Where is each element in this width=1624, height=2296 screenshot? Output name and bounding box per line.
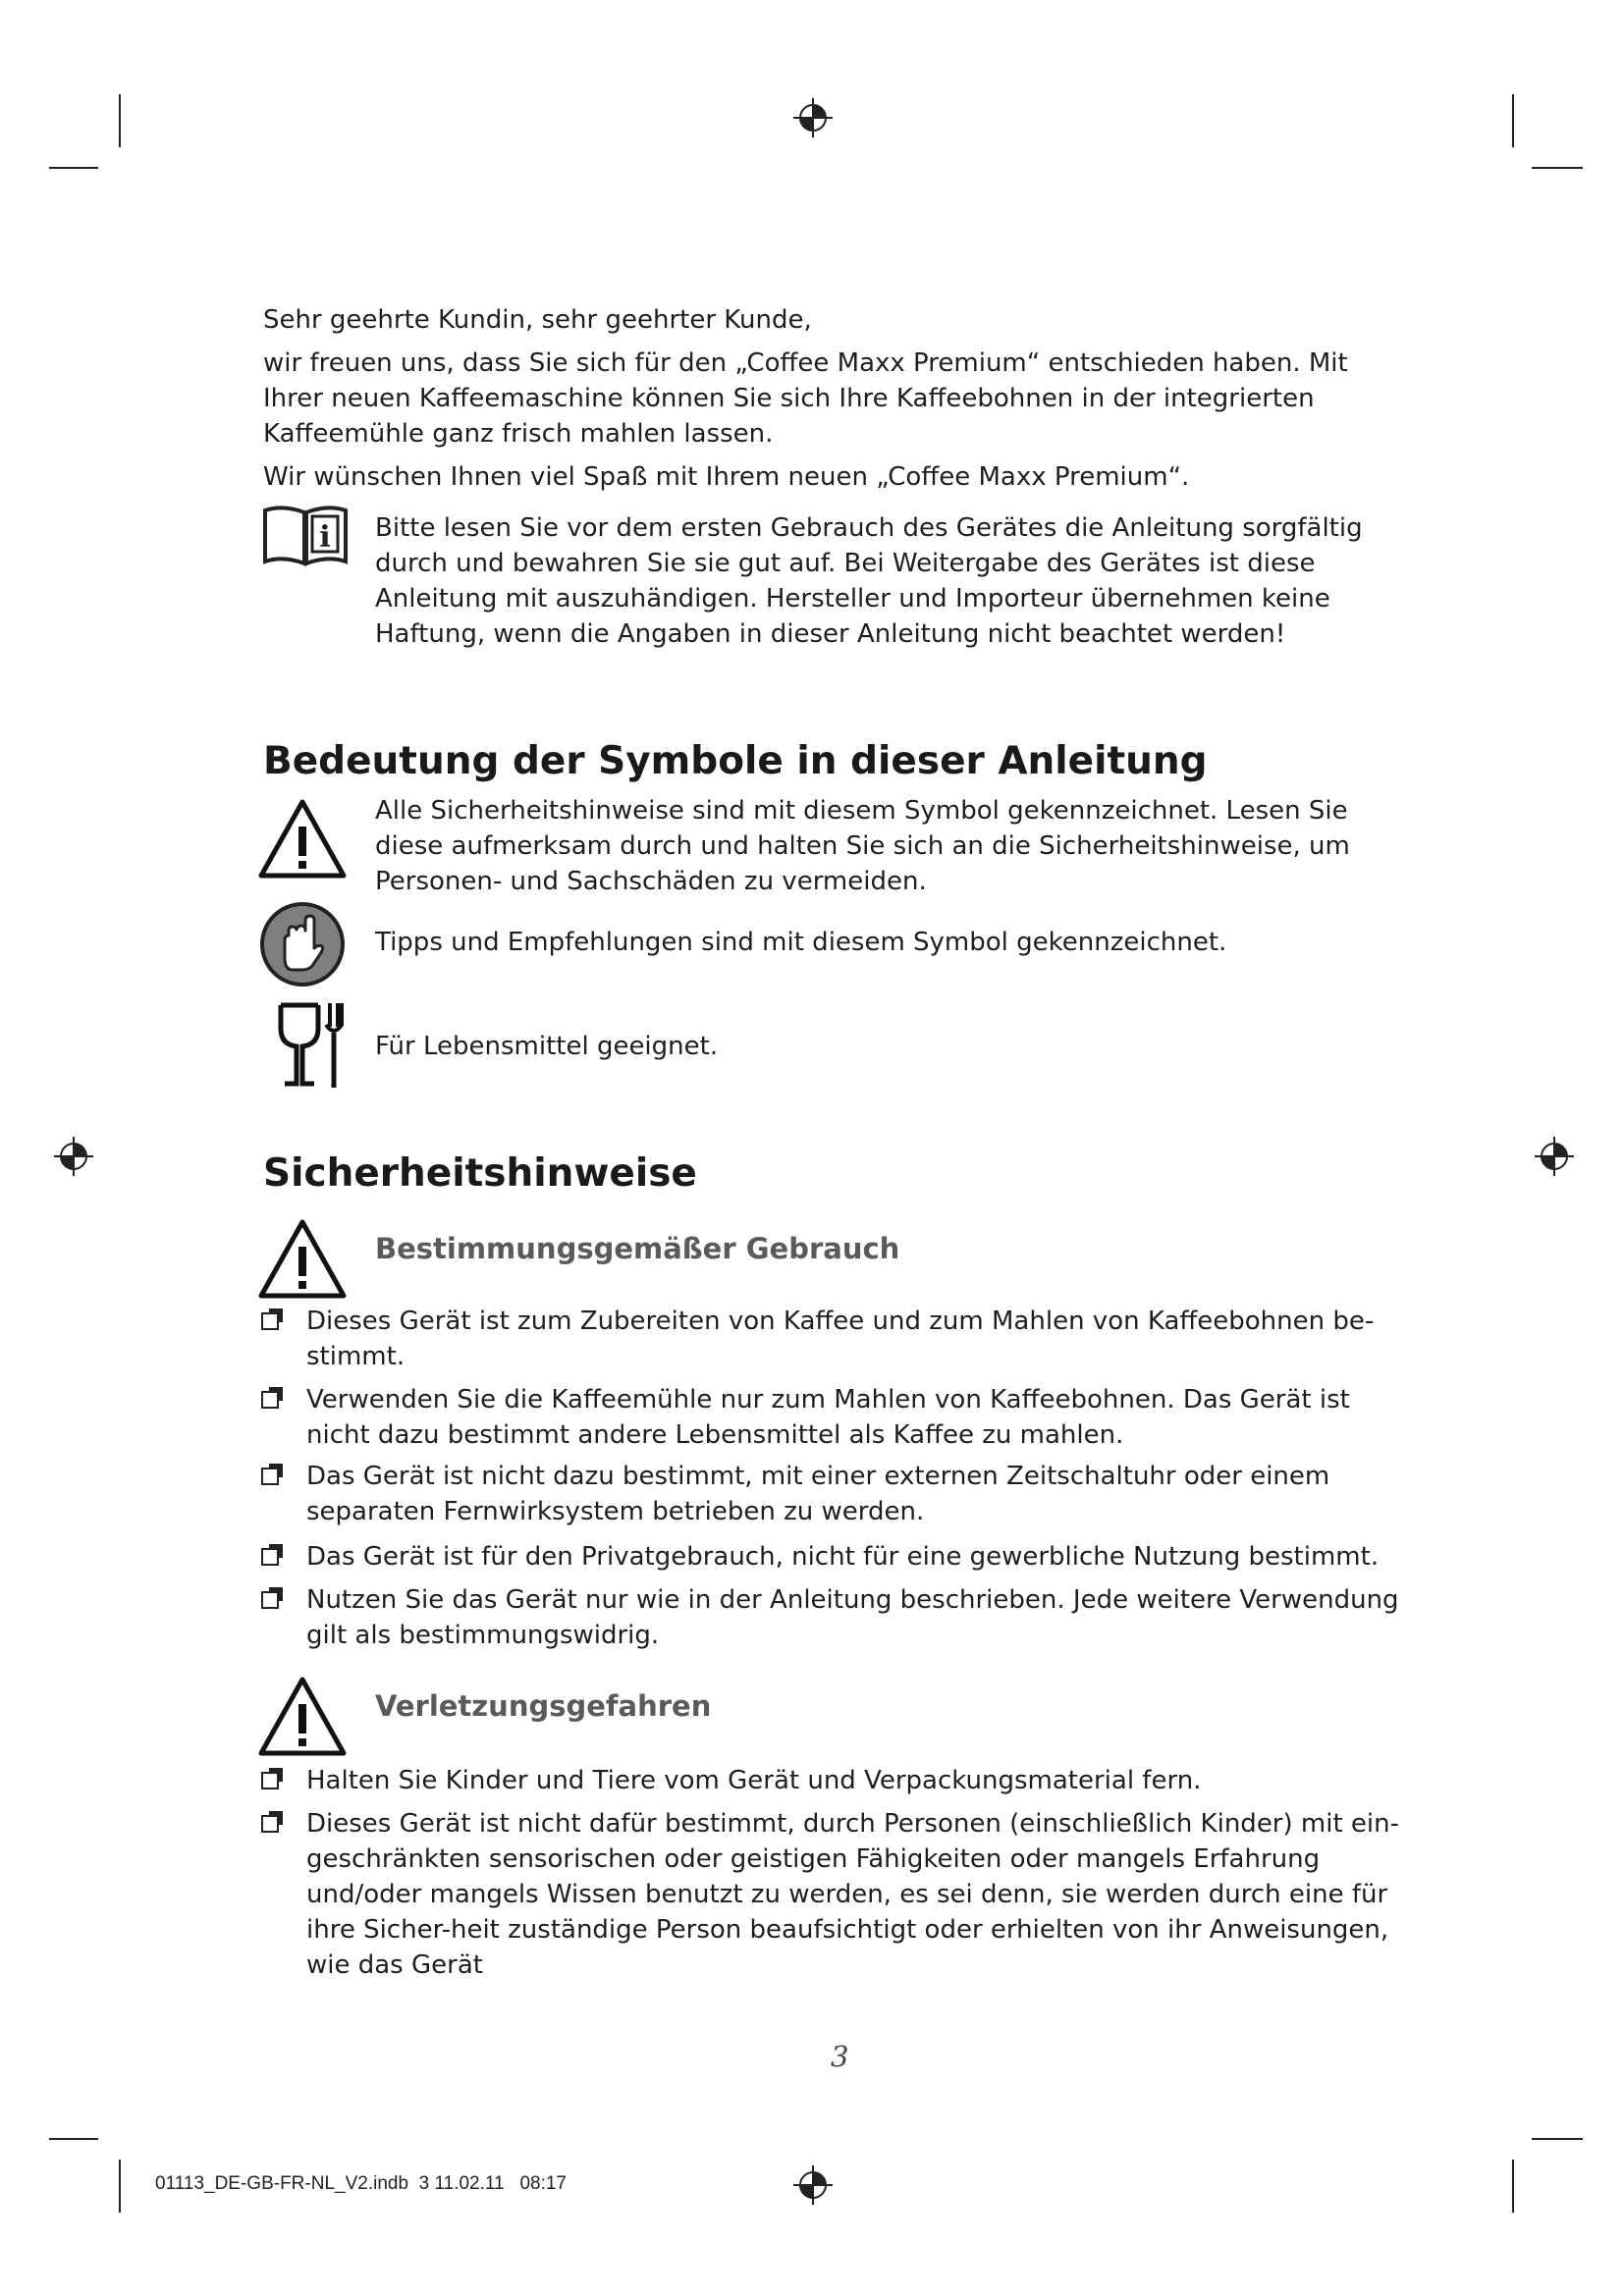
footer-date: 11.02.11: [434, 2173, 505, 2194]
warning-triangle-icon: [257, 797, 348, 880]
checkbox-bullet-icon: [261, 1772, 279, 1789]
injury-heading: Verletzungsgefahren: [375, 1689, 712, 1723]
crop-mark: [1512, 94, 1514, 147]
page-number: 3: [831, 2040, 849, 2073]
greeting: Sehr geehrte Kundin, sehr geehrter Kunde,: [263, 305, 812, 335]
registration-mark-icon: [793, 2165, 833, 2205]
crop-mark: [119, 94, 121, 147]
print-slug: [155, 2173, 567, 2195]
intended-use-heading: Bestimmungsgemäßer Gebrauch: [375, 1232, 900, 1265]
tips-hand-icon: [259, 901, 346, 988]
checkbox-bullet-icon: [261, 1468, 279, 1485]
list-item: Das Gerät ist für den Privatgebrauch, nicht für eine gewerbliche Nutzung bestimmt.: [261, 1539, 1410, 1575]
crop-mark: [49, 2138, 98, 2140]
footer-file: 01113_DE-GB-FR-NL_V2.indb: [155, 2173, 409, 2194]
registration-mark-icon: [1535, 1137, 1574, 1176]
symbol-food-text: Für Lebensmittel geeignet.: [375, 1032, 719, 1061]
checkbox-bullet-icon: [261, 1591, 279, 1609]
svg-text:i: i: [319, 520, 331, 555]
warning-triangle-icon: [257, 1217, 348, 1300]
checkbox-bullet-icon: [261, 1312, 279, 1330]
crop-mark: [1512, 2160, 1514, 2213]
crop-mark: [49, 167, 98, 169]
footer-time: 08:17: [519, 2173, 567, 2194]
checkbox-bullet-icon: [261, 1391, 279, 1409]
symbol-tips-text: Tipps und Empfehlungen sind mit diesem Symbol gekennzeichnet.: [375, 928, 1227, 957]
crop-mark: [1532, 2138, 1583, 2140]
wish-line: Wir wünschen Ihnen viel Spaß mit Ihrem neuen „Coffee Maxx Premium“.: [263, 462, 1190, 492]
list-item: Das Gerät ist nicht dazu bestimmt, mit einer externen Zeitschaltuhr oder einem separaten Fernwirksystem betrieben zu werden.: [261, 1459, 1410, 1529]
checkbox-bullet-icon: [261, 1548, 279, 1566]
crop-mark: [119, 2160, 121, 2213]
safety-section-title: Sicherheitshinweise: [263, 1151, 697, 1196]
registration-mark-icon: [793, 98, 833, 137]
symbols-section-title: Bedeutung der Symbole in dieser Anleitung: [263, 739, 1208, 783]
info-notice: Bitte lesen Sie vor dem ersten Gebrauch des Gerätes die Anleitung sorgfältig durch und bewahren Sie sie gut auf. Bei Weitergabe des Gerätes ist diese Anleitung mit auszuhändigen. Hersteller und Importeur übernehmen keine Haftung, wenn die Angaben in dieser Anleitung nicht beachtet werden!: [375, 513, 1363, 649]
crop-mark: [1532, 167, 1583, 169]
footer-page: 3: [418, 2173, 430, 2194]
symbol-warning-text: Alle Sicherheitshinweise sind mit diesem Symbol gekennzeichnet. Lesen Sie diese aufmerksam durch und halten Sie sich an die Sicherheitshinweise, um Personen- und Sachschäden zu vermeiden.: [375, 796, 1350, 896]
list-item: Nutzen Sie das Gerät nur wie in der Anleitung beschrieben. Jede weitere Verwendung gilt als bestimmungswidrig.: [261, 1582, 1410, 1653]
list-item: Verwenden Sie die Kaffeemühle nur zum Mahlen von Kaffeebohnen. Das Gerät ist nicht dazu bestimmt andere Lebensmittel als Kaffee zu mahlen.: [261, 1382, 1410, 1453]
list-item: Dieses Gerät ist zum Zubereiten von Kaffee und zum Mahlen von Kaffeebohnen be-stimmt.: [261, 1304, 1410, 1374]
registration-mark-icon: [54, 1137, 93, 1176]
list-item: Halten Sie Kinder und Tiere vom Gerät und Verpackungsmaterial fern.: [261, 1763, 1410, 1798]
warning-triangle-icon: [257, 1675, 348, 1757]
list-item: Dieses Gerät ist nicht dafür bestimmt, durch Personen (einschließlich Kinder) mit ein-geschränkten sensorischen oder geistigen Fähigkeiten oder mangels Erfahrung und/oder mangels Wissen benutzt zu werden, es sei denn, sie werden durch eine für ihre Sicher-heit zuständige Person beaufsichtigt oder erhielten von ihr Anweisungen, wie das Gerät: [261, 1806, 1410, 1983]
intro-paragraph: wir freuen uns, dass Sie sich für den „Coffee Maxx Premium“ entschieden haben. Mit Ihrer neuen Kaffeemaschine können Sie sich Ihre Kaffeebohnen in der integrierten Kaffeemühle ganz frisch mahlen lassen.: [263, 348, 1348, 449]
food-safe-icon: [275, 999, 350, 1092]
read-manual-info-icon: [261, 503, 350, 569]
checkbox-bullet-icon: [261, 1815, 279, 1833]
